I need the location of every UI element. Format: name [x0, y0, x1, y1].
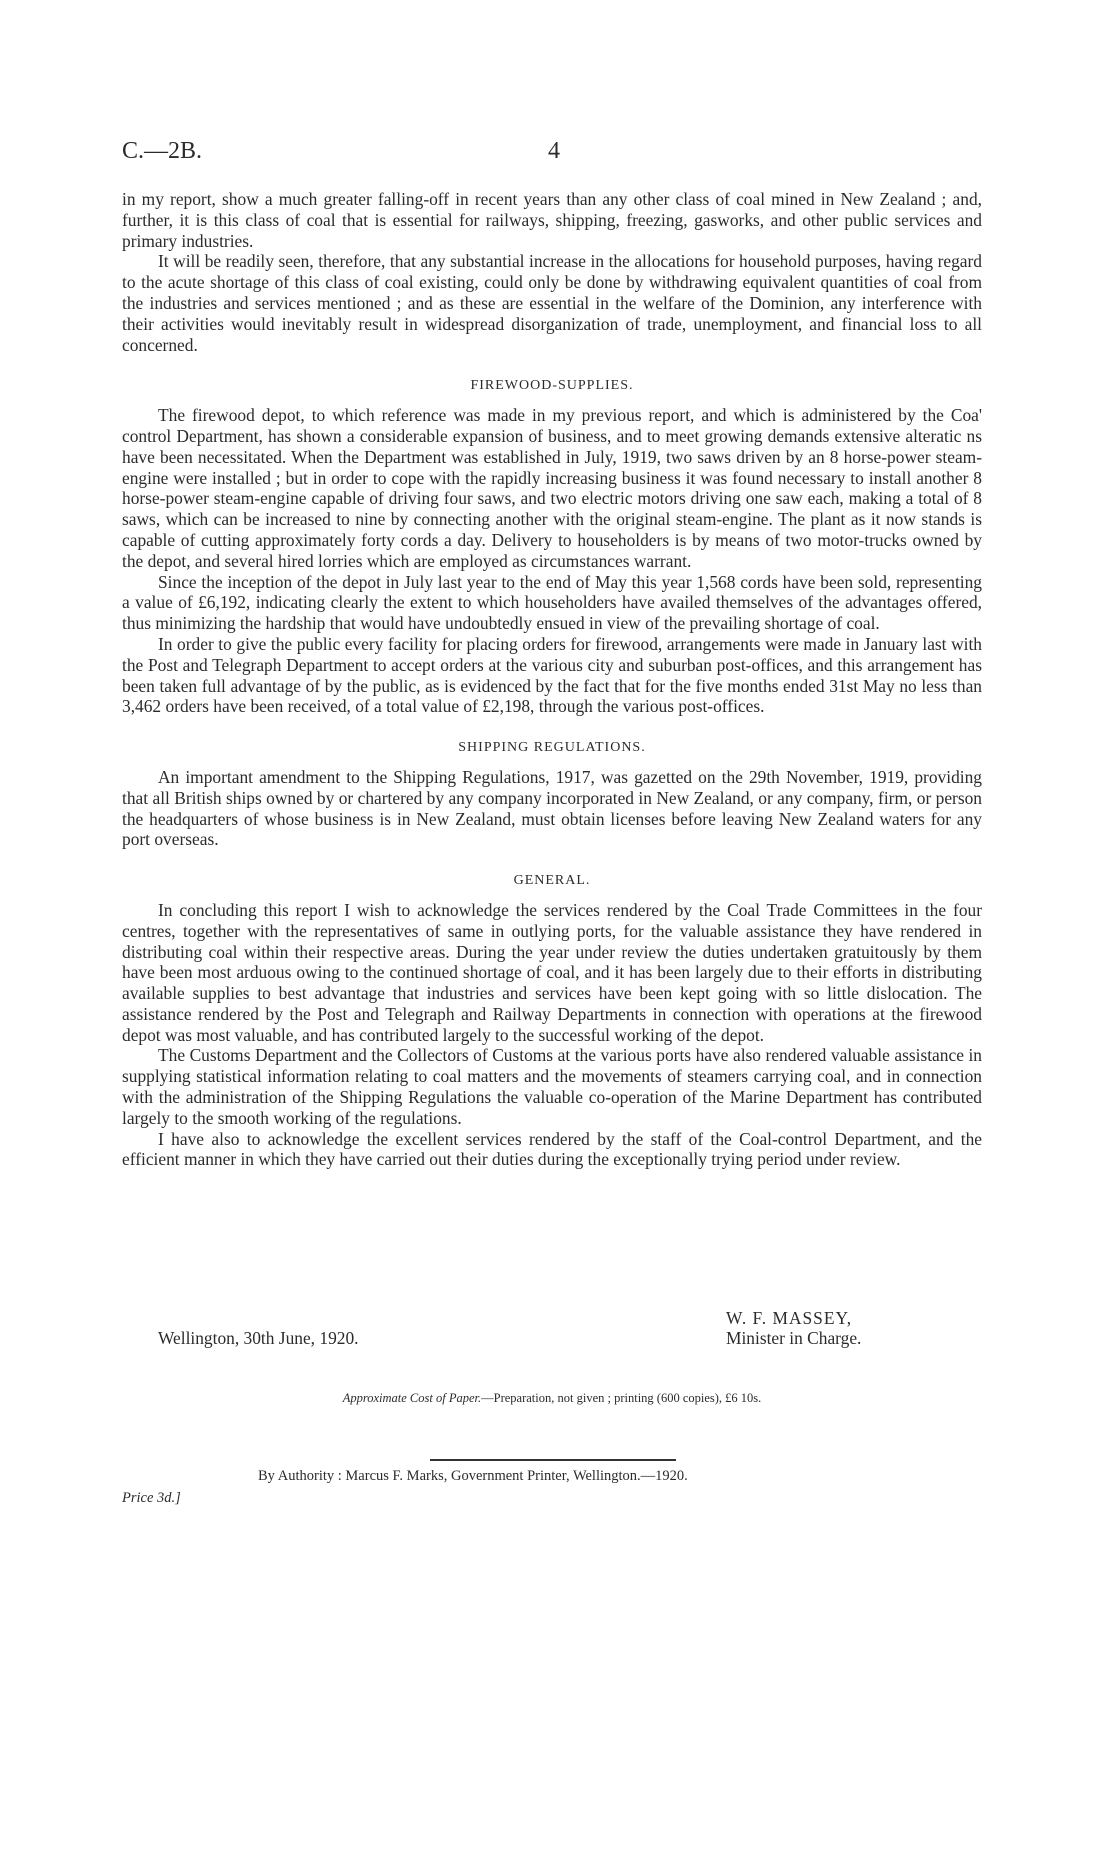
page-number: 4 — [548, 138, 560, 164]
body-paragraph: An important amendment to the Shipping Regulations, 1917, was gazetted on the 29th November, 1919, providing that all British ships owned by or chartered by any company incorporated in New Zealand, or any company, firm, or person the headquarters of whose business is in New Zealand, must obtain licenses before leaving New Zealand waters for any port overseas. — [122, 766, 982, 850]
body-paragraph: In concluding this report I wish to acknowledge the services rendered by the Coal Trade Committees in the four centres, together with the representatives of same in outlying ports, for the valuable assistance they have rendered in distributing coal within their respective areas. During the year under review the duties undertaken gratuitously by them have been most arduous owing to the continued shortage of coal, and it has been largely due to their efforts in distributing available supplies to best advantage that industries and services have been kept going with so little dislocation. The assistance rendered by the Post and Telegraph and Railway Departments in connection with operations at the firewood depot was most valuable, and has contributed largely to the successful working of the depot. — [122, 899, 982, 1045]
divider-rule — [430, 1459, 676, 1461]
section-heading-general: GENERAL. — [513, 873, 591, 889]
signatory-title: Minister in Charge. — [726, 1328, 862, 1348]
body-paragraph: Since the inception of the depot in July last year to the end of May this year 1,568 cords have been sold, representing a value of £6,192, indicating clearly the extent to which householders have availed themselves of the advantages offered, thus minimizing the hardship that would have undoubtedly ensued in view of the prevailing shortage of coal. — [122, 571, 982, 634]
cost-of-paper-note — [122, 1391, 982, 1406]
cost-text: —Preparation, not given ; printing (600 copies), £6 10s. — [481, 1391, 762, 1405]
printer-authority: By Authority : Marcus F. Marks, Government Printer, Wellington.—1920. — [258, 1468, 688, 1484]
section-heading-firewood: FIREWOOD-SUPPLIES. — [470, 378, 634, 394]
body-paragraph: in my report, show a much greater falling-off in recent years than any other class of coal mined in New Zealand ; and, further, it is this class of coal that is essential for railways, shipping, freezing, gasworks, and other public services and primary industries. — [122, 189, 982, 251]
document-reference: C.—2B. — [122, 138, 203, 164]
place-and-date: Wellington, 30th June, 1920. — [158, 1328, 359, 1348]
body-paragraph: It will be readily seen, therefore, that any substantial increase in the allocations for household purposes, having regard to the acute shortage of this class of coal existing, could only be done by withdrawing equivalent quantities of coal from the industries and services mentioned ; and as these are essential in the welfare of the Dominion, any interference with their activities would inevitably result in widespread disorganization of trade, unemployment, and financial loss to all concerned. — [122, 251, 982, 355]
body-paragraph: In order to give the public every facility for placing orders for firewood, arrangements were made in January last with the Post and Telegraph Department to accept orders at the various city and suburban post-offices, and this arrangement has been taken full advantage of by the public, as is evidenced by the fact that for the five months ended 31st May no less than 3,462 orders have been received, of a total value of £2,198, through the various post-offices. — [122, 633, 982, 717]
signature-block — [122, 1308, 982, 1368]
body-paragraph: The firewood depot, to which reference was made in my previous report, and which is administered by the Coa' control Department, has shown a considerable expansion of business, and to meet growing demands extensive alteratic ns have been necessitated. When the Department was established in July, 1919, two saws driven by an 8 horse-power steam-engine were installed ; but in order to cope with the rapidly increasing business it was found necessary to install another 8 horse-power steam-engine capable of driving four saws, and two electric motors driving one saw each, making a total of 8 saws, which can be increased to nine by connecting another with the original steam-engine. The plant as it now stands is capable of cutting approximately forty cords a day. Delivery to householders is by means of two motor-trucks owned by the depot, and several hired lorries which are employed as circumstances warrant. — [122, 405, 982, 571]
body-paragraph: The Customs Department and the Collectors of Customs at the various ports have also rendered valuable assistance in supplying statistical information relating to coal matters and the movements of steamers carrying coal, and in connection with the administration of the Shipping Regulations the valuable co-operation of the Marine Department has contributed largely to the smooth working of the regulations. — [122, 1045, 982, 1128]
cost-label: Approximate Cost of Paper. — [342, 1391, 482, 1405]
signatory-name: W. F. MASSEY, — [726, 1308, 853, 1328]
report-body — [122, 189, 982, 1170]
section-heading-shipping: SHIPPING REGULATIONS. — [458, 740, 646, 756]
body-paragraph: I have also to acknowledge the excellent services rendered by the staff of the Coal-control Department, and the efficient manner in which they have carried out their duties during the exceptionally trying period under review. — [122, 1128, 982, 1170]
price: Price 3d.] — [122, 1490, 181, 1506]
